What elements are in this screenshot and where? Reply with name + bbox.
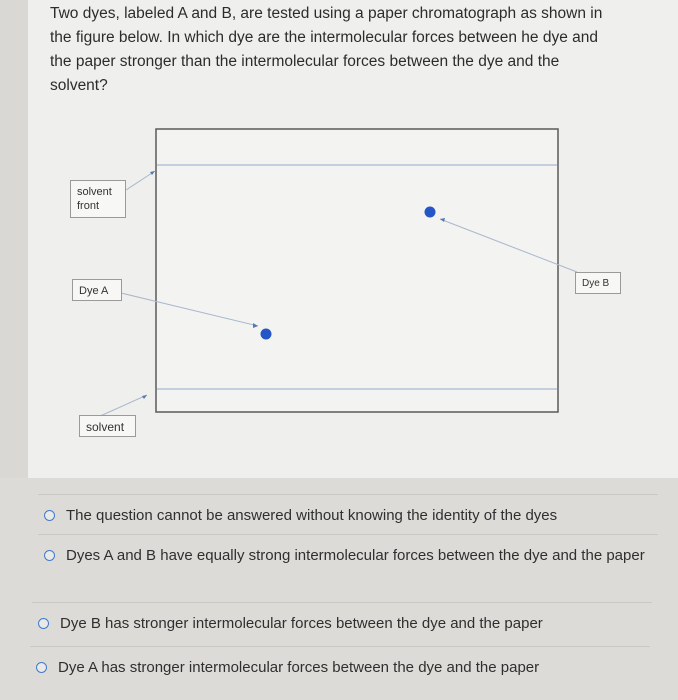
dye-b-spot xyxy=(425,207,436,218)
option-2[interactable] xyxy=(38,534,658,600)
solvent-pointer xyxy=(98,395,147,417)
option-2-label: Dyes A and B have equally strong intermolecular forces between the dye and the paper xyxy=(66,547,645,564)
radio-option-1[interactable] xyxy=(44,510,55,521)
question-text: Two dyes, labeled A and B, are tested using a paper chromatograph as shown in the figure below. In which dye are the intermolecular forces between he dye and the paper stronger than the intermolecular forces between the dye and the solvent? xyxy=(50,5,603,94)
option-4-label: Dye A has stronger intermolecular forces between the dye and the paper xyxy=(58,659,540,676)
option-3[interactable] xyxy=(32,602,652,646)
dye-a-spot xyxy=(261,329,272,340)
option-3-label: Dye B has stronger intermolecular forces between the dye and the paper xyxy=(60,615,543,632)
solvent-front-label-line1: solvent xyxy=(77,186,112,198)
option-4[interactable] xyxy=(30,646,650,694)
radio-option-4[interactable] xyxy=(36,662,47,673)
solvent-front-label xyxy=(70,180,126,218)
option-1[interactable] xyxy=(38,494,658,536)
radio-option-3[interactable] xyxy=(38,618,49,629)
option-1-label: The question cannot be answered without knowing the identity of the dyes xyxy=(66,507,558,524)
dye-b-label: Dye B xyxy=(575,272,621,294)
radio-option-2[interactable] xyxy=(44,550,55,561)
dye-a-label: Dye A xyxy=(72,279,122,301)
answer-options xyxy=(0,478,678,700)
solvent-front-pointer xyxy=(126,171,155,190)
solvent-label: solvent xyxy=(79,415,136,437)
paper-frame xyxy=(156,129,558,412)
solvent-front-label-line2: front xyxy=(77,200,100,212)
